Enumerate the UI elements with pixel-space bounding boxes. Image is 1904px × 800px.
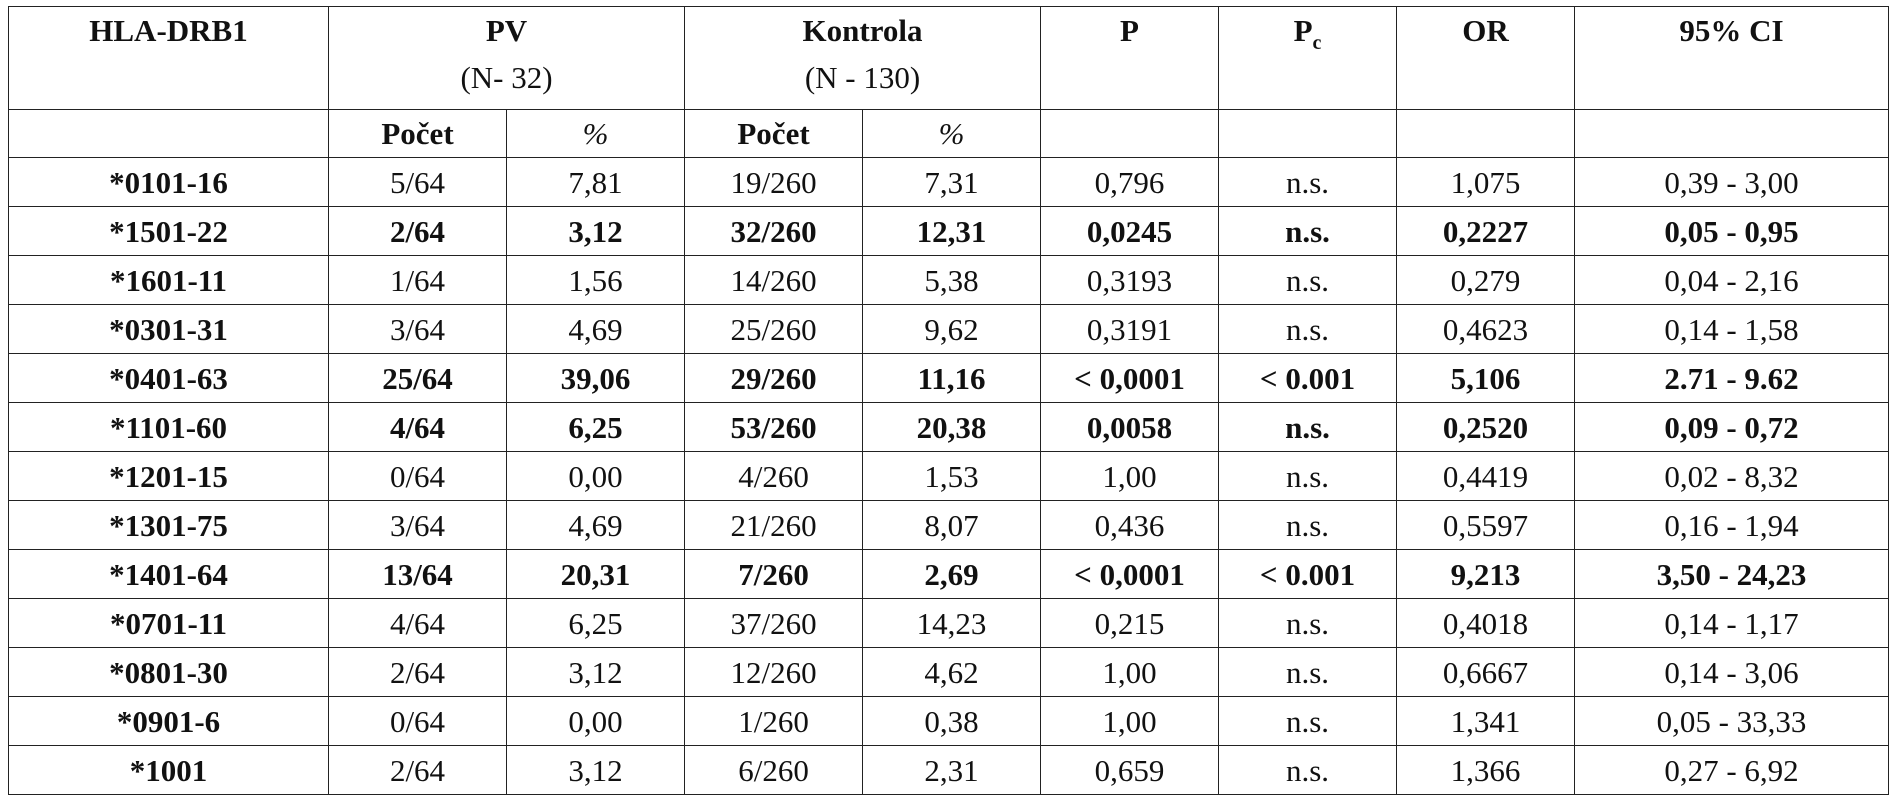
cell-p: 1,00 <box>1041 697 1219 746</box>
cell-hla: *0101-16 <box>9 158 329 207</box>
cell-or: 1,366 <box>1397 746 1575 795</box>
cell-ci: 0,39 - 3,00 <box>1575 158 1889 207</box>
header-or: OR <box>1397 7 1575 110</box>
cell-kontrola-pct: 20,38 <box>863 403 1041 452</box>
cell-pv-count: 5/64 <box>329 158 507 207</box>
table-row <box>9 746 1889 795</box>
cell-pv-pct: 4,69 <box>507 305 685 354</box>
cell-p: 0,0058 <box>1041 403 1219 452</box>
cell-kontrola-count: 6/260 <box>685 746 863 795</box>
cell-or: 1,075 <box>1397 158 1575 207</box>
table-row <box>9 403 1889 452</box>
table-row <box>9 501 1889 550</box>
cell-pv-pct: 3,12 <box>507 746 685 795</box>
cell-kontrola-pct: 0,38 <box>863 697 1041 746</box>
cell-kontrola-pct: 5,38 <box>863 256 1041 305</box>
cell-pv-pct: 1,56 <box>507 256 685 305</box>
cell-or: 0,4018 <box>1397 599 1575 648</box>
cell-kontrola-count: 4/260 <box>685 452 863 501</box>
header-p: P <box>1041 7 1219 110</box>
cell-ci: 0,14 - 1,17 <box>1575 599 1889 648</box>
cell-pv-pct: 3,12 <box>507 207 685 256</box>
cell-pv-count: 0/64 <box>329 697 507 746</box>
cell-p: 1,00 <box>1041 452 1219 501</box>
subheader-empty-pc <box>1219 110 1397 158</box>
cell-pc: n.s. <box>1219 648 1397 697</box>
cell-or: 0,6667 <box>1397 648 1575 697</box>
cell-pv-count: 2/64 <box>329 207 507 256</box>
subheader-empty-ci <box>1575 110 1889 158</box>
cell-hla: *1401-64 <box>9 550 329 599</box>
cell-pv-pct: 6,25 <box>507 403 685 452</box>
header-pc-main: P <box>1293 13 1313 48</box>
table-row <box>9 697 1889 746</box>
table-row <box>9 256 1889 305</box>
cell-kontrola-count: 7/260 <box>685 550 863 599</box>
subheader-k-count: Počet <box>685 110 863 158</box>
header-kontrola-label: Kontrola <box>802 13 923 48</box>
cell-pv-count: 2/64 <box>329 746 507 795</box>
cell-p: 0,215 <box>1041 599 1219 648</box>
table-row <box>9 354 1889 403</box>
cell-pc: < 0.001 <box>1219 550 1397 599</box>
cell-hla: *1601-11 <box>9 256 329 305</box>
cell-pv-count: 3/64 <box>329 305 507 354</box>
cell-hla: *0801-30 <box>9 648 329 697</box>
cell-or: 0,2520 <box>1397 403 1575 452</box>
cell-kontrola-pct: 14,23 <box>863 599 1041 648</box>
table-row <box>9 550 1889 599</box>
cell-hla: *1301-75 <box>9 501 329 550</box>
subheader-empty-p <box>1041 110 1219 158</box>
table-row <box>9 207 1889 256</box>
cell-pc: < 0.001 <box>1219 354 1397 403</box>
cell-hla: *1001 <box>9 746 329 795</box>
header-row <box>9 7 1889 110</box>
table-row <box>9 648 1889 697</box>
cell-pv-count: 2/64 <box>329 648 507 697</box>
cell-pc: n.s. <box>1219 746 1397 795</box>
cell-pv-count: 25/64 <box>329 354 507 403</box>
header-kontrola <box>685 7 1041 110</box>
subheader-row <box>9 110 1889 158</box>
cell-pv-count: 4/64 <box>329 403 507 452</box>
cell-ci: 0,14 - 3,06 <box>1575 648 1889 697</box>
cell-pc: n.s. <box>1219 403 1397 452</box>
cell-p: 0,659 <box>1041 746 1219 795</box>
cell-p: 0,436 <box>1041 501 1219 550</box>
cell-kontrola-pct: 1,53 <box>863 452 1041 501</box>
cell-or: 0,4623 <box>1397 305 1575 354</box>
cell-or: 0,279 <box>1397 256 1575 305</box>
cell-or: 0,4419 <box>1397 452 1575 501</box>
cell-or: 0,2227 <box>1397 207 1575 256</box>
cell-ci: 0,09 - 0,72 <box>1575 403 1889 452</box>
cell-or: 0,5597 <box>1397 501 1575 550</box>
cell-pv-pct: 4,69 <box>507 501 685 550</box>
cell-pv-pct: 39,06 <box>507 354 685 403</box>
header-pc-sub: c <box>1312 32 1322 54</box>
cell-kontrola-count: 1/260 <box>685 697 863 746</box>
subheader-pv-count: Počet <box>329 110 507 158</box>
cell-kontrola-pct: 2,69 <box>863 550 1041 599</box>
cell-kontrola-count: 32/260 <box>685 207 863 256</box>
cell-p: 0,796 <box>1041 158 1219 207</box>
cell-ci: 3,50 - 24,23 <box>1575 550 1889 599</box>
table-row <box>9 452 1889 501</box>
cell-hla: *0401-63 <box>9 354 329 403</box>
cell-pv-count: 1/64 <box>329 256 507 305</box>
subheader-pv-pct: % <box>507 110 685 158</box>
cell-pv-pct: 3,12 <box>507 648 685 697</box>
cell-pv-count: 4/64 <box>329 599 507 648</box>
cell-kontrola-count: 29/260 <box>685 354 863 403</box>
cell-pv-pct: 0,00 <box>507 452 685 501</box>
cell-or: 5,106 <box>1397 354 1575 403</box>
cell-kontrola-pct: 12,31 <box>863 207 1041 256</box>
subheader-k-pct: % <box>863 110 1041 158</box>
table-row <box>9 599 1889 648</box>
cell-ci: 2.71 - 9.62 <box>1575 354 1889 403</box>
cell-kontrola-count: 37/260 <box>685 599 863 648</box>
cell-kontrola-count: 14/260 <box>685 256 863 305</box>
cell-hla: *0301-31 <box>9 305 329 354</box>
cell-ci: 0,04 - 2,16 <box>1575 256 1889 305</box>
cell-ci: 0,14 - 1,58 <box>1575 305 1889 354</box>
cell-p: < 0,0001 <box>1041 354 1219 403</box>
cell-kontrola-count: 21/260 <box>685 501 863 550</box>
cell-pv-count: 0/64 <box>329 452 507 501</box>
cell-ci: 0,16 - 1,94 <box>1575 501 1889 550</box>
cell-ci: 0,05 - 0,95 <box>1575 207 1889 256</box>
table-row <box>9 305 1889 354</box>
cell-kontrola-pct: 11,16 <box>863 354 1041 403</box>
header-kontrola-n: (N - 130) <box>804 60 921 95</box>
cell-pc: n.s. <box>1219 305 1397 354</box>
cell-pv-pct: 20,31 <box>507 550 685 599</box>
header-ci: 95% CI <box>1575 7 1889 110</box>
cell-kontrola-count: 25/260 <box>685 305 863 354</box>
cell-ci: 0,27 - 6,92 <box>1575 746 1889 795</box>
cell-kontrola-count: 12/260 <box>685 648 863 697</box>
cell-kontrola-pct: 4,62 <box>863 648 1041 697</box>
cell-kontrola-pct: 9,62 <box>863 305 1041 354</box>
subheader-empty-or <box>1397 110 1575 158</box>
cell-ci: 0,05 - 33,33 <box>1575 697 1889 746</box>
cell-pc: n.s. <box>1219 697 1397 746</box>
cell-p: 0,0245 <box>1041 207 1219 256</box>
cell-kontrola-pct: 2,31 <box>863 746 1041 795</box>
cell-pc: n.s. <box>1219 501 1397 550</box>
cell-pv-pct: 6,25 <box>507 599 685 648</box>
cell-pv-count: 13/64 <box>329 550 507 599</box>
cell-pv-pct: 7,81 <box>507 158 685 207</box>
cell-hla: *0701-11 <box>9 599 329 648</box>
cell-p: 0,3191 <box>1041 305 1219 354</box>
cell-kontrola-count: 19/260 <box>685 158 863 207</box>
table-row <box>9 158 1889 207</box>
cell-p: < 0,0001 <box>1041 550 1219 599</box>
cell-kontrola-pct: 8,07 <box>863 501 1041 550</box>
header-pc <box>1219 7 1397 110</box>
header-pv-n: (N- 32) <box>460 60 553 95</box>
cell-pv-pct: 0,00 <box>507 697 685 746</box>
cell-kontrola-pct: 7,31 <box>863 158 1041 207</box>
table-body <box>9 158 1889 795</box>
cell-hla: *1501-22 <box>9 207 329 256</box>
cell-hla: *0901-6 <box>9 697 329 746</box>
header-pv <box>329 7 685 110</box>
header-hla: HLA-DRB1 <box>9 7 329 110</box>
cell-kontrola-count: 53/260 <box>685 403 863 452</box>
subheader-empty-hla <box>9 110 329 158</box>
cell-pc: n.s. <box>1219 452 1397 501</box>
cell-pc: n.s. <box>1219 256 1397 305</box>
cell-pc: n.s. <box>1219 207 1397 256</box>
cell-or: 9,213 <box>1397 550 1575 599</box>
cell-ci: 0,02 - 8,32 <box>1575 452 1889 501</box>
cell-p: 0,3193 <box>1041 256 1219 305</box>
cell-pc: n.s. <box>1219 599 1397 648</box>
header-pv-label: PV <box>485 13 528 48</box>
cell-pc: n.s. <box>1219 158 1397 207</box>
cell-hla: *1201-15 <box>9 452 329 501</box>
cell-p: 1,00 <box>1041 648 1219 697</box>
cell-or: 1,341 <box>1397 697 1575 746</box>
hla-drb1-table <box>8 6 1889 795</box>
cell-pv-count: 3/64 <box>329 501 507 550</box>
cell-hla: *1101-60 <box>9 403 329 452</box>
